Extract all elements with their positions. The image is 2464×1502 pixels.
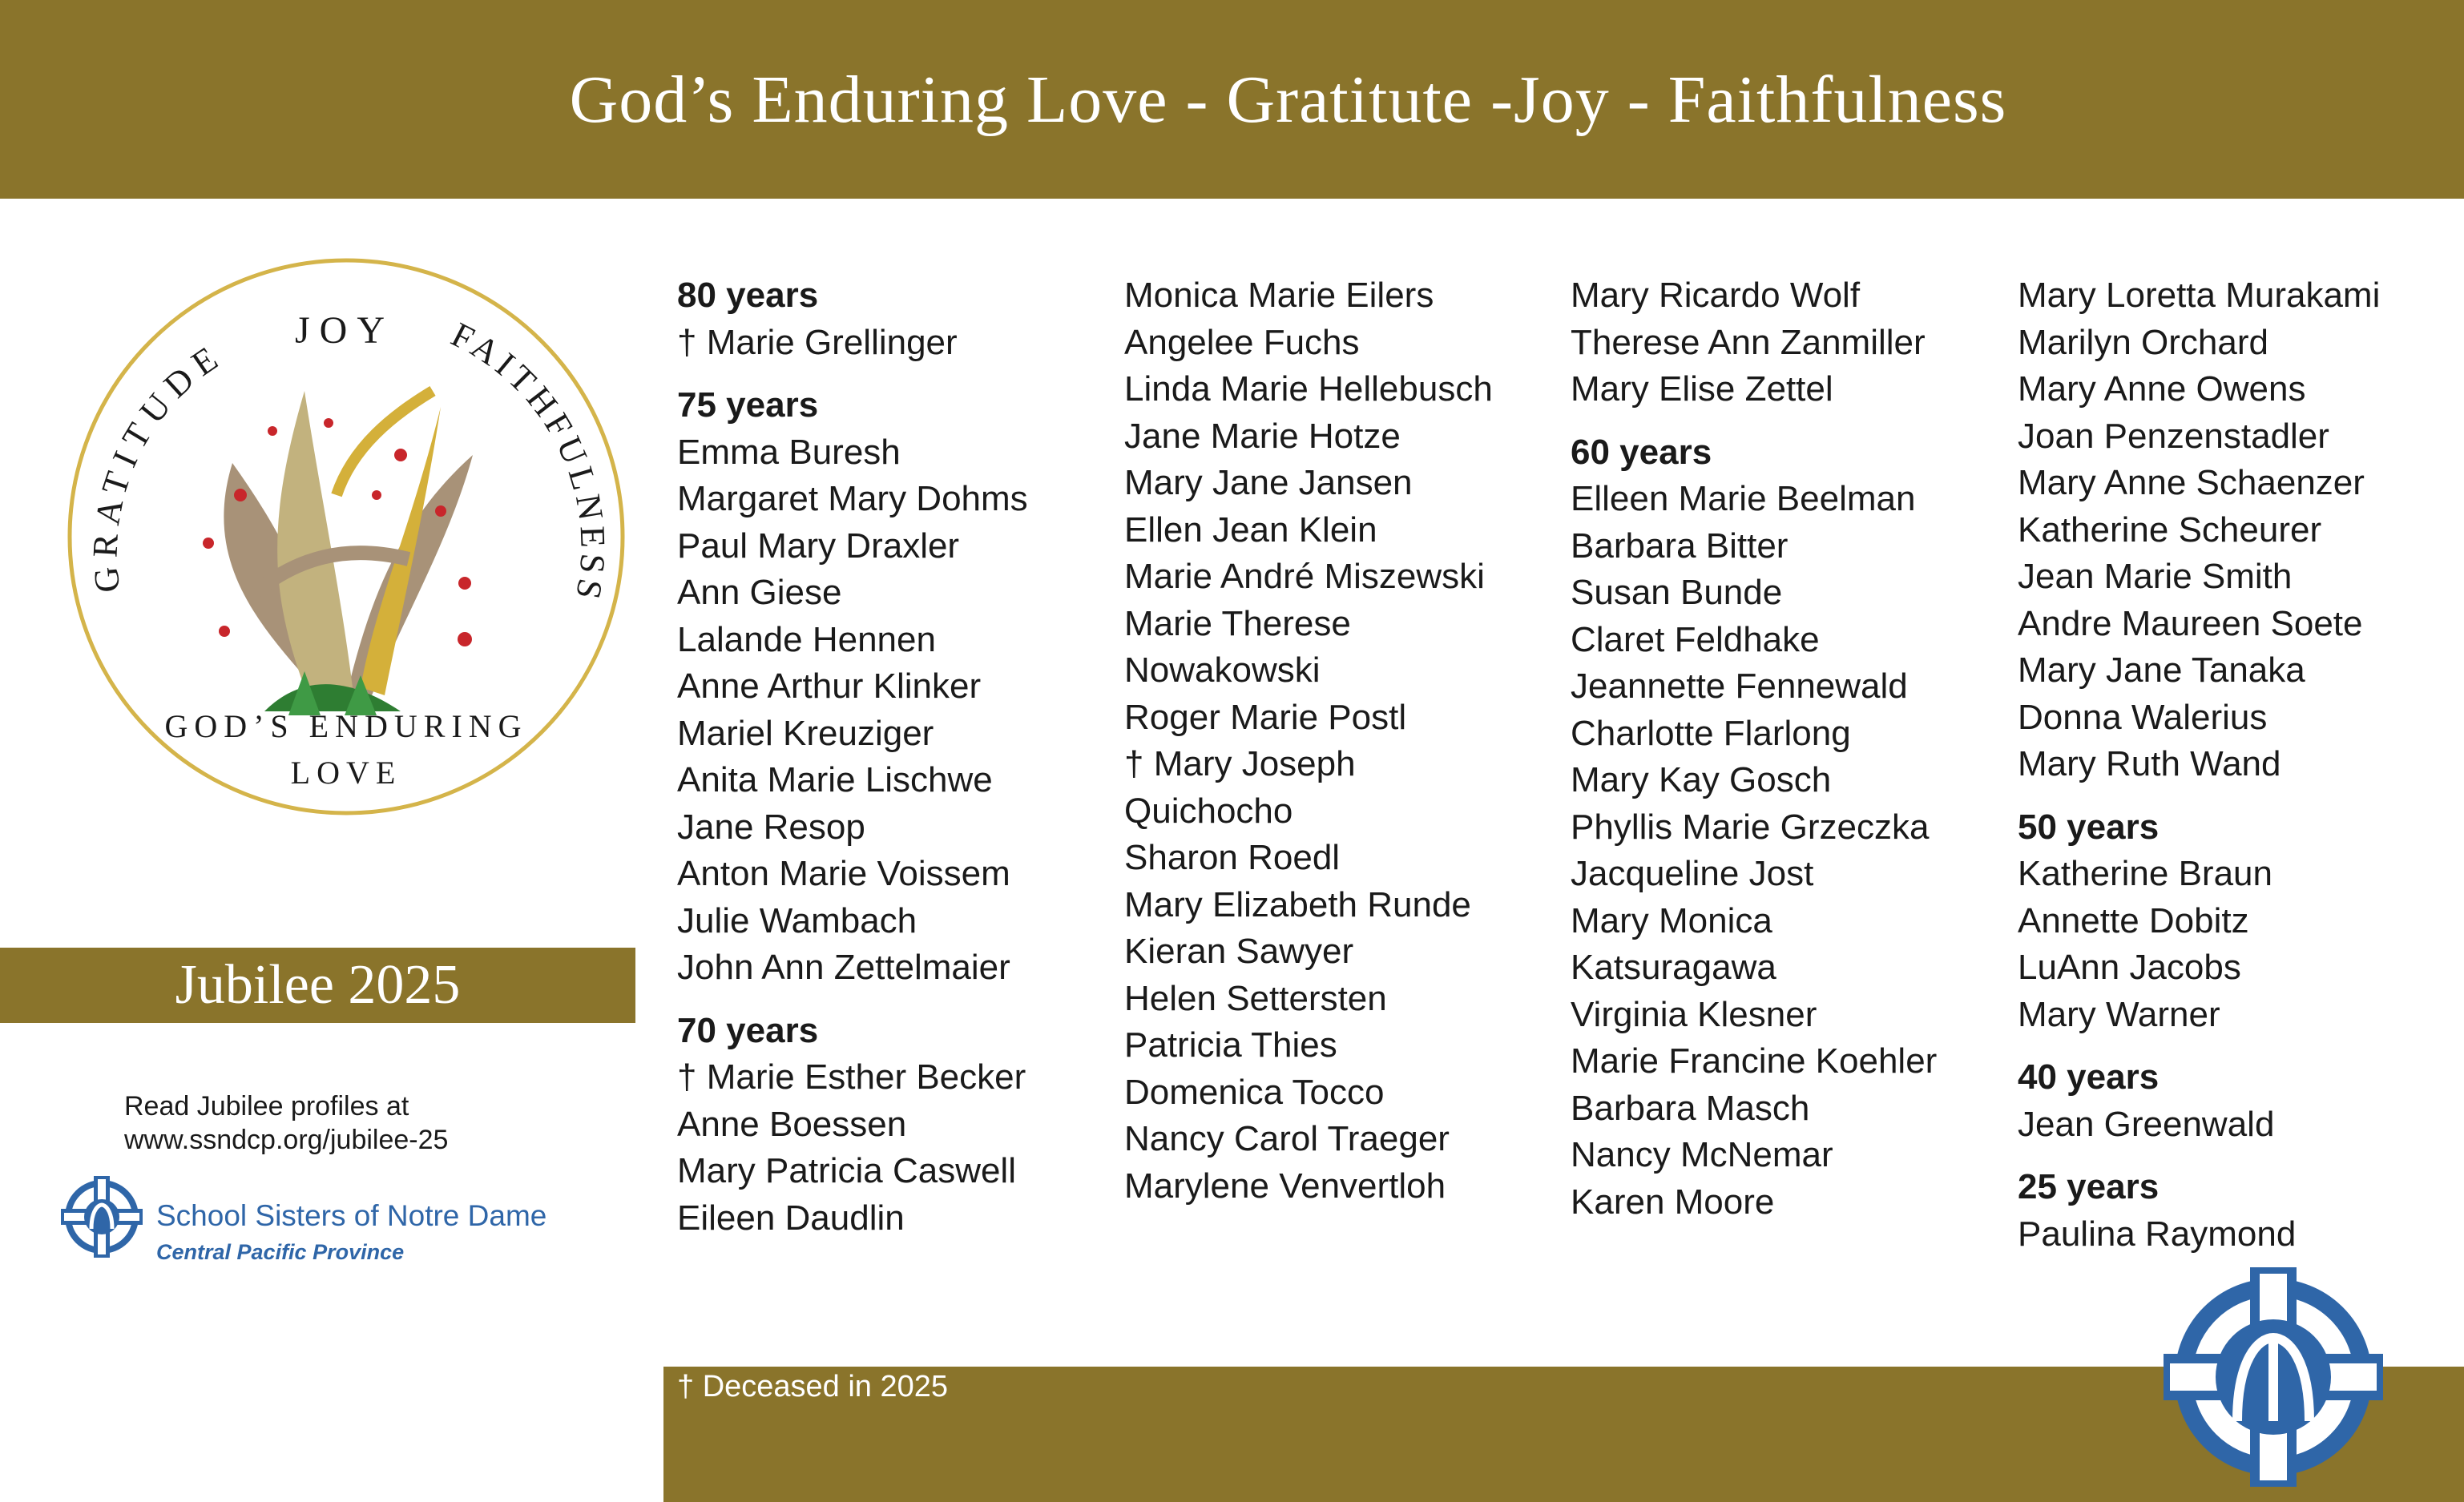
profiles-url-link[interactable]: www.ssndcp.org/jubilee-25 [124,1125,449,1155]
sister-name: Jane Resop [677,807,865,847]
sister-name: Mary Warner [2018,994,2220,1034]
sister-name: Andre Maureen Soete [2018,603,2363,643]
sister-name: Margaret Mary Dohms [677,479,1028,518]
flame-artwork [203,391,473,715]
sister-name: Jacqueline Jost [1571,854,1814,893]
sister-name: Marie Therese [1124,603,1351,643]
sister-name: Marie Francine Koehler [1571,1041,1938,1081]
jubilee-band [0,948,635,1023]
sister-name: Barbara Masch [1571,1088,1810,1128]
sister-name: Annette Dobitz [2018,900,2249,940]
years-heading: 80 years [677,276,819,315]
sister-name: Joan Penzenstadler [2018,416,2329,456]
sister-name: Jean Greenwald [2018,1104,2275,1144]
sister-name: Mary Jane Jansen [1124,463,1413,502]
sister-name: Paul Mary Draxler [677,525,960,566]
sister-name: Ann Giese [677,573,842,612]
years-heading: 50 years [2018,807,2160,847]
names-column-1 [677,272,1028,1242]
names-column-2 [1124,272,1493,1210]
sister-name: † Mary Joseph [1124,744,1356,783]
sister-name: Donna Walerius [2018,697,2268,737]
sister-name: Paulina Raymond [2018,1214,2297,1254]
sister-name: † Marie Grellinger [677,322,958,362]
sister-name: Anton Marie Voissem [677,854,1010,893]
sister-name: Elleen Marie Beelman [1571,479,1916,518]
ssnd-emblem-icon [2160,1264,2386,1490]
sister-name: Anne Arthur Klinker [677,666,982,706]
sister-name: Anne Boessen [677,1104,907,1144]
org-name: School Sisters of Notre Dame [156,1199,547,1232]
deceased-note: † Deceased in 2025 [677,1370,949,1403]
years-heading: 70 years [677,1010,819,1050]
sister-name: Mariel Kreuziger [677,713,934,753]
sister-name: Kieran Sawyer [1124,932,1354,971]
medallion-gods-enduring: GOD’S ENDURING [164,708,528,744]
sister-name: Mary Ricardo Wolf [1571,276,1861,315]
sister-name: Julie Wambach [677,900,917,940]
sister-name: Katsuragawa [1571,948,1776,987]
sister-name: Nancy McNemar [1571,1135,1833,1174]
sister-name: Linda Marie Hellebusch [1124,369,1493,409]
org-province: Central Pacific Province [156,1240,405,1264]
sister-name: Karen Moore [1571,1182,1775,1222]
profiles-note [124,1089,448,1157]
sister-name: Charlotte Flarlong [1571,713,1851,753]
sister-name: Sharon Roedl [1124,838,1341,877]
sister-name: Eileen Daudlin [677,1198,905,1238]
sister-name: Ellen Jean Klein [1124,509,1377,550]
sister-name: Quichocho [1124,791,1293,831]
sister-name: LuAnn Jacobs [2018,948,2241,987]
sister-name: Anita Marie Lischwe [677,760,993,799]
sister-name: Angelee Fuchs [1124,322,1360,362]
sister-name: Mary Ruth Wand [2018,744,2281,783]
sister-name: Jane Marie Hotze [1124,416,1401,456]
sister-name: Monica Marie Eilers [1124,276,1434,315]
jubilee-medallion [64,255,628,832]
profiles-line: Read Jubilee profiles at [124,1091,409,1121]
sister-name: Helen Settersten [1124,978,1387,1018]
sister-name: Mary Elizabeth Runde [1124,884,1471,924]
medallion-love: LOVE [290,755,402,791]
sister-name: Lalande Hennen [677,619,936,659]
sister-name: Jean Marie Smith [2018,557,2293,596]
sister-name: Roger Marie Postl [1124,697,1407,737]
sister-name: Emma Buresh [677,432,901,472]
sister-name: Domenica Tocco [1124,1072,1385,1112]
sister-name: Mary Patricia Caswell [677,1151,1016,1190]
sister-name: Jeannette Fennewald [1571,666,1908,706]
header-band [0,0,2464,199]
names-column-3 [1571,272,1937,1226]
sister-name: Susan Bunde [1571,573,1783,612]
sister-name: Virginia Klesner [1571,994,1817,1034]
sister-name: Marie André Miszewski [1124,557,1485,596]
sister-name: Marilyn Orchard [2018,322,2268,362]
names-column-4 [2018,272,2380,1258]
sister-name: John Ann Zettelmaier [677,948,1010,987]
years-heading: 75 years [677,385,819,425]
sister-name: Mary Anne Owens [2018,369,2306,409]
sister-name: Phyllis Marie Grzeczka [1571,807,1930,847]
sister-name: Marylene Venvertloh [1124,1166,1446,1206]
sister-name: Patricia Thies [1124,1025,1337,1065]
sister-name: Nancy Carol Traeger [1124,1119,1450,1158]
jubilee-label: Jubilee 2025 [175,954,461,1016]
sister-name: Barbara Bitter [1571,525,1789,566]
sister-name: Mary Elise Zettel [1571,369,1833,409]
years-heading: 60 years [1571,432,1712,472]
sister-name: † Marie Esther Becker [677,1057,1026,1097]
medallion-joy: JOY [294,309,395,352]
sister-name: Nowakowski [1124,650,1321,690]
sister-name: Katherine Scheurer [2018,509,2322,550]
sister-name: Claret Feldhake [1571,619,1820,659]
sister-name: Therese Ann Zanmiller [1571,322,1926,362]
years-heading: 40 years [2018,1057,2160,1097]
ssnd-cross-icon [58,1173,146,1261]
sister-name: Mary Jane Tanaka [2018,650,2305,690]
years-heading: 25 years [2018,1167,2160,1206]
sister-name: Mary Kay Gosch [1571,760,1832,799]
page-title: God’s Enduring Love - Gratitute -Joy - Faithfulness [569,62,2007,137]
sister-name: Mary Loretta Murakami [2018,276,2381,315]
sister-name: Mary Monica [1571,900,1772,940]
sister-name: Mary Anne Schaenzer [2018,463,2365,502]
medallion-faithfulness: FAITHFULNESS [445,314,613,607]
medallion-gratitude: GRATITUDE [85,334,232,594]
sister-name: Katherine Braun [2018,854,2272,893]
